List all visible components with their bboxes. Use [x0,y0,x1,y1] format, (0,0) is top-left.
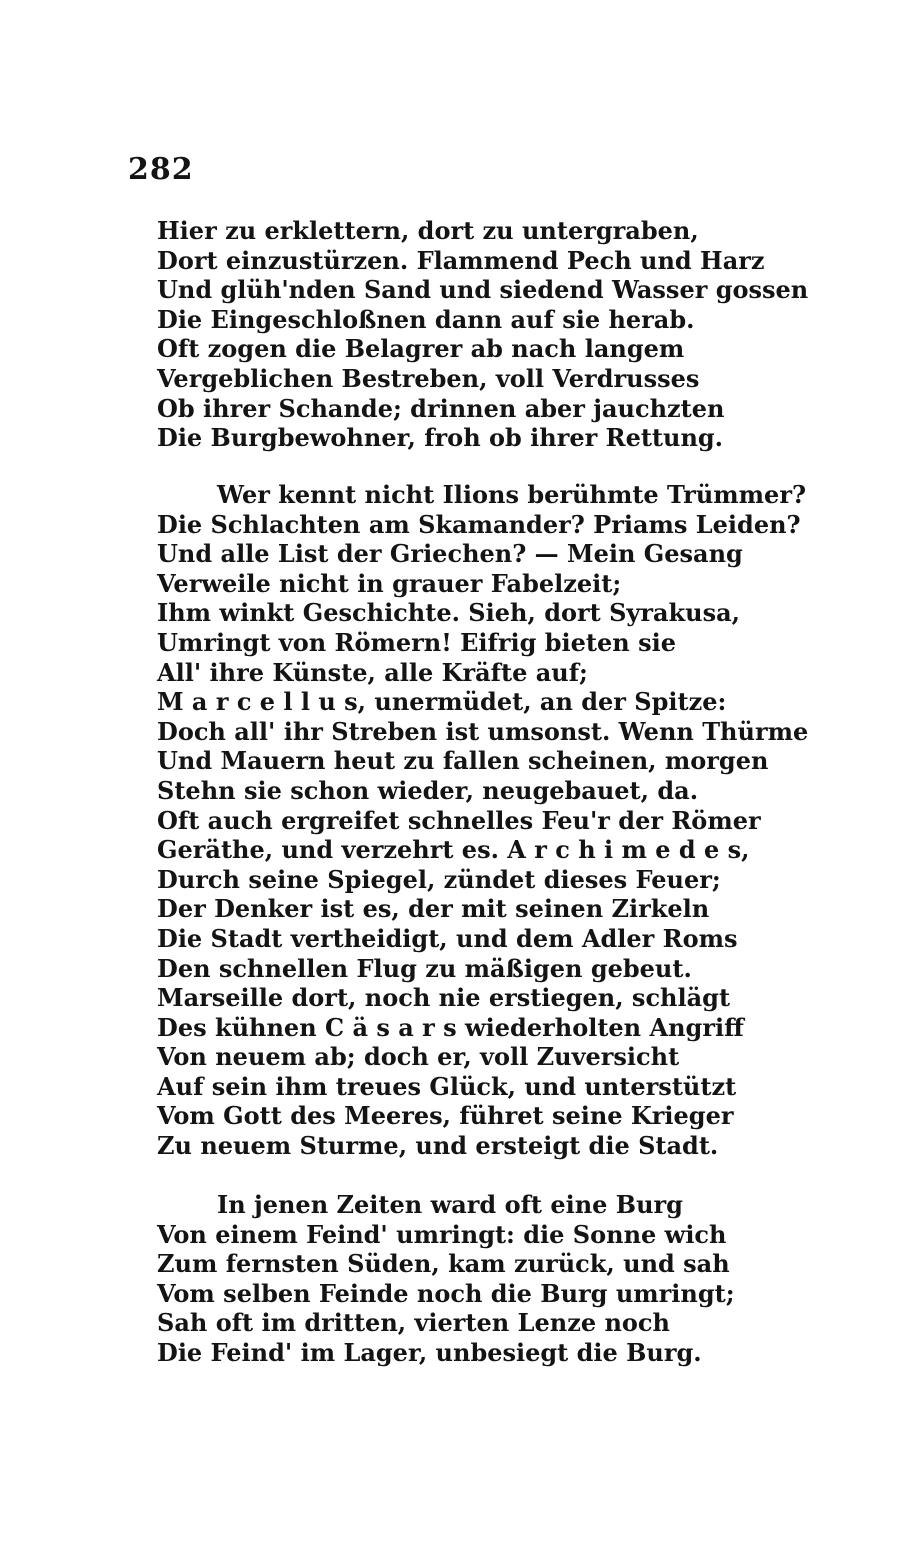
verse-line: Verweile nicht in grauer Fabelzeit; [157,568,622,598]
verse-line: Und alle List der Griechen? — Mein Gesang [157,539,743,569]
page-number: 282 [128,152,194,187]
verse-line: Sah oft im dritten, vierten Lenze noch [157,1308,670,1338]
verse-line: Durch seine Spiegel, zündet dieses Feuer; [157,864,721,894]
verse-line: Von neuem ab; doch er, voll Zuversicht [157,1042,680,1072]
verse-line: Stehn sie schon wieder, neugebauet, da. [157,775,699,805]
verse-line: Die Feind' im Lager, unbesiegt die Burg. [157,1337,702,1367]
verse-line: Der Denker ist es, der mit seinen Zirkeln [157,894,710,924]
verse-line: Geräthe, und verzehrt es. A r c h i m e d e s, [157,835,750,865]
verse-line: Oft zogen die Belagrer ab nach langem [157,334,685,364]
verse-line: Auf sein ihm treues Glück, und unterstützt [157,1071,737,1101]
verse-line: In jenen Zeiten ward oft eine Burg [217,1190,683,1219]
verse-line: Ob ihrer Schande; drinnen aber jauchzten [157,393,725,423]
verse-line: Von einem Feind' umringt: die Sonne wich [157,1219,727,1249]
stanza-3 [157,1190,797,1368]
verse-line: Hier zu erklettern, dort zu untergraben, [157,216,699,245]
verse-line: Die Schlachten am Skamander? Priams Leiden? [157,509,801,539]
verse-line: Des kühnen C ä s a r s wiederholten Angriff [157,1012,744,1042]
verse-line: Oft auch ergreifet schnelles Feu'r der Römer [157,805,761,835]
verse-line: Die Stadt vertheidigt, und dem Adler Roms [157,923,738,953]
verse-line: Den schnellen Flug zu mäßigen gebeut. [157,953,692,983]
stanza-1 [157,216,809,453]
verse-line: Marseille dort, noch nie erstiegen, schlägt [157,983,731,1013]
verse-line: Umringt von Römern! Eifrig bieten sie [157,627,676,657]
verse-line: Zum fernsten Süden, kam zurück, und sah [157,1249,730,1279]
verse-line: Vergeblichen Bestreben, voll Verdrusses [157,363,700,393]
verse-line: Die Burgbewohner, froh ob ihrer Rettung. [157,423,724,453]
verse-line: Dort einzustürzen. Flammend Pech und Harz [157,245,765,275]
verse-line: All' ihre Künste, alle Kräfte auf; [157,657,588,687]
verse-line: Und glüh'nden Sand und siedend Wasser gossen [157,275,809,305]
verse-line: Zu neuem Sturme, und ersteigt die Stadt. [157,1131,719,1161]
verse-line: Wer kennt nicht Ilions berühmte Trümmer? [217,480,807,509]
verse-line: Vom selben Feinde noch die Burg umringt; [157,1278,735,1308]
verse-line: Vom Gott des Meeres, führet seine Krieger [157,1101,734,1131]
verse-line: Die Eingeschloßnen dann auf sie herab. [157,304,695,334]
verse-line: M a r c e l l u s, unermüdet, an der Spitze: [157,687,727,717]
verse-line: Doch all' ihr Streben ist umsonst. Wenn Thürme [157,716,809,746]
verse-line: Und Mauern heut zu fallen scheinen, morgen [157,746,769,776]
stanza-2 [157,480,809,1161]
verse-line: Ihm winkt Geschichte. Sieh, dort Syrakusa, [157,598,741,628]
